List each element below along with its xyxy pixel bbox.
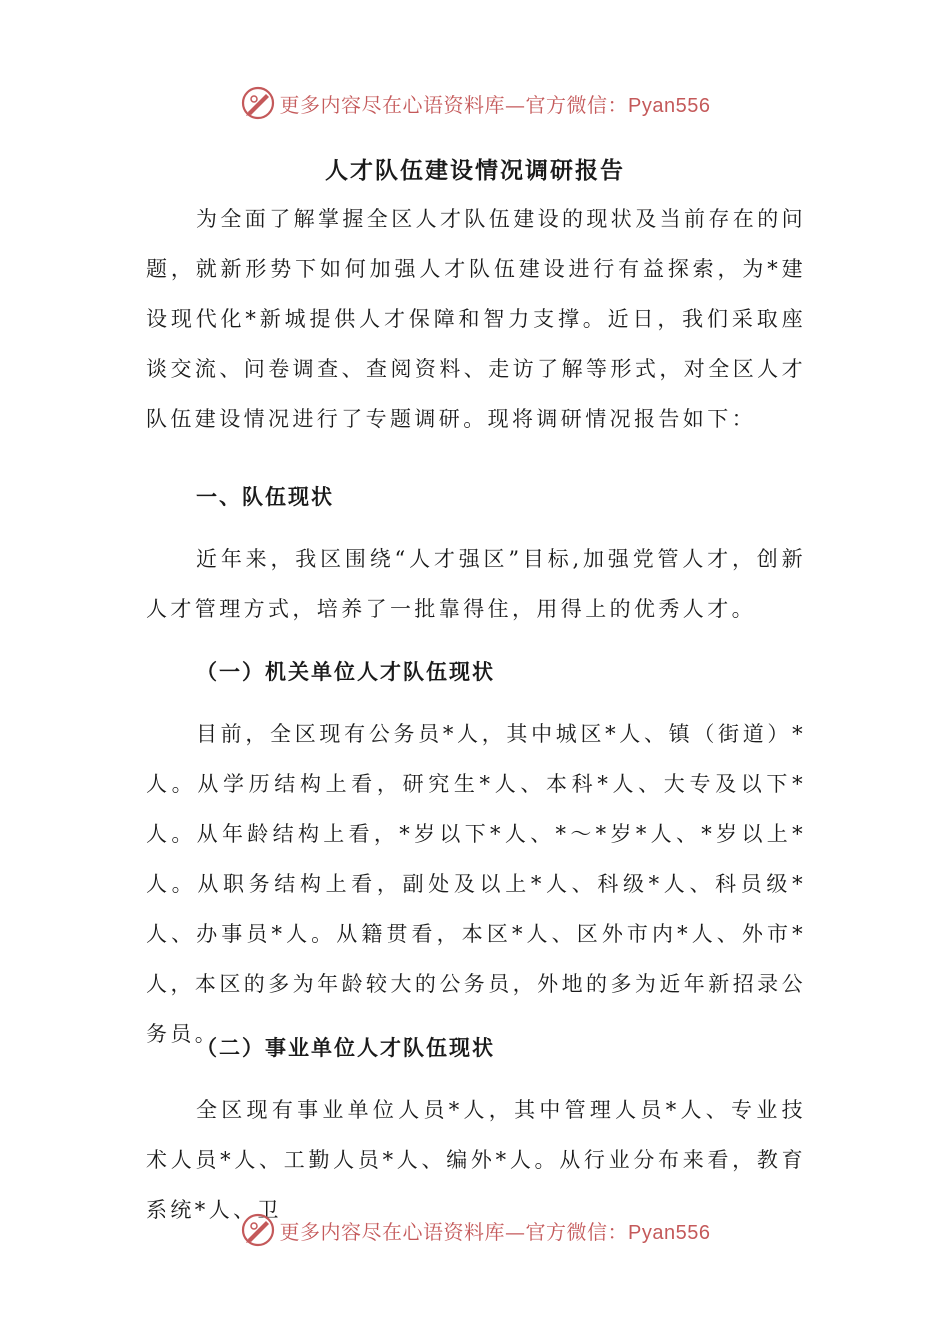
pen-logo-icon	[240, 85, 276, 121]
sub2-heading: （二）事业单位人才队伍现状	[196, 1035, 495, 1060]
watermark-suffix-label: 官方微信：	[525, 92, 629, 117]
watermark-wechat: Pyan556	[628, 1221, 711, 1244]
watermark-text	[280, 89, 711, 118]
intro-paragraph: 为全面了解掌握全区人才队伍建设的现状及当前存在的问题，就新形势下如何加强人才队伍建设进行有益探索，为*建设现代化*新城提供人才保障和智力支撑。近日，我们采取座谈交流、问卷调查、查阅资料、走访了解等形式，对全区人才队伍建设情况进行了专题调研。现将调研情况报告如下：	[146, 207, 806, 431]
watermark-banner-bottom	[0, 1208, 950, 1252]
watermark-dash: —	[505, 92, 526, 117]
watermark-prefix: 更多内容尽在心语资料库	[279, 92, 506, 117]
document-title: 人才队伍建设情况调研报告	[325, 157, 625, 184]
section1-heading: 一、队伍现状	[196, 484, 334, 509]
watermark-text	[280, 1216, 711, 1245]
sub1-paragraph: 目前，全区现有公务员*人，其中城区*人、镇（街道）*人。从学历结构上看，研究生*人、本科*人、大专及以下*人。从年龄结构上看，*岁以下*人、*～*岁*人、*岁以上*人。从职务结构上看，副处及以上*人、科级*人、科员级*人、办事员*人。从籍贯看，本区*人、区外市内*人、外市*人，本区的多为年龄较大的公务员，外地的多为近年新招录公务员。	[146, 722, 806, 1046]
sub2-paragraph: 全区现有事业单位人员*人，其中管理人员*人、专业技术人员*人、工勤人员*人、编外*人。从行业分布来看，教育系统*人、卫	[146, 1098, 806, 1222]
watermark-banner-top	[0, 81, 950, 125]
watermark-dash: —	[505, 1219, 526, 1244]
watermark-prefix: 更多内容尽在心语资料库	[279, 1219, 506, 1244]
sub1-heading: （一）机关单位人才队伍现状	[196, 659, 495, 684]
watermark-wechat: Pyan556	[628, 94, 711, 117]
pen-logo-icon	[240, 1212, 276, 1248]
section1-paragraph: 近年来，我区围绕“人才强区”目标,加强党管人才，创新人才管理方式，培养了一批靠得住，用得上的优秀人才。	[146, 547, 806, 621]
watermark-suffix-label: 官方微信：	[525, 1219, 629, 1244]
